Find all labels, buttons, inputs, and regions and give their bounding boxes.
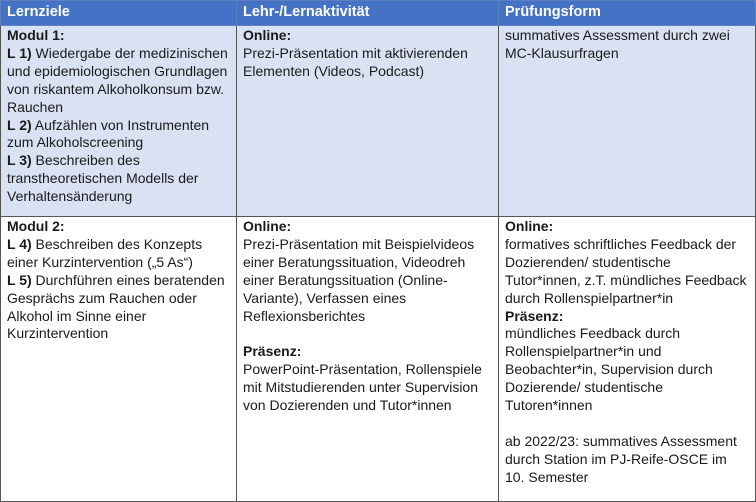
objective-code: L 2): [7, 116, 32, 133]
table-row-modul-1: [1, 26, 756, 217]
modul-title: Modul 2:: [7, 218, 65, 234]
objective-l4: [7, 236, 231, 272]
objective-code: L 4): [7, 235, 32, 252]
header-row: [1, 1, 756, 26]
assessment-note: ab 2022/23: summatives Assessment durch Station im PJ-Reife-OSCE im 10. Semester: [505, 432, 737, 485]
objective-text: Beschreiben des Konzepts einer Kurzintervention („5 As“): [7, 235, 203, 270]
cell-aktivitaet-modul-1: [237, 26, 499, 217]
objective-text: Beschreiben des transtheoretischen Modells der Verhaltensänderung: [7, 152, 199, 205]
online-activity-text: Prezi-Präsentation mit aktivierenden Elementen (Videos, Podcast): [243, 44, 468, 79]
online-heading: Online:: [243, 218, 292, 234]
assessment-text: summatives Assessment durch zwei MC-Klausurfragen: [505, 27, 730, 61]
online-assessment-text: formatives schriftliches Feedback der Dozierenden/ studentische Tutor*innen, z.T. mündliches Feedback durch Rollenspielpartner*in: [505, 235, 747, 306]
praesenz-heading: Präsenz:: [505, 307, 564, 324]
objective-code: L 5): [7, 271, 32, 288]
cell-aktivitaet-modul-2: [237, 217, 499, 502]
online-heading: Online:: [243, 27, 292, 43]
table-row-modul-2: [1, 217, 756, 502]
spacer: [505, 415, 750, 433]
header-pruefungsform: Prüfungsform: [499, 1, 756, 26]
praesenz-activity-text: PowerPoint-Präsentation, Rollenspiele mit Mitstudierenden unter Supervision von Dozierenden und Tutor*innen: [243, 361, 482, 414]
objective-code: L 3): [7, 152, 32, 169]
objective-text: Wiedergabe der medizinischen und epidemiologischen Grundlagen von riskantem Alkoholkonsum bzw. Rauchen: [7, 44, 228, 115]
cell-pruefung-modul-1: [499, 26, 756, 217]
cell-lernziele-modul-1: [1, 26, 237, 217]
objective-text: Durchführen eines beratenden Gesprächs zum Rauchen oder Alkohol im Sinne einer Kurzintervention: [7, 271, 225, 342]
online-activity-text: Prezi-Präsentation mit Beispielvideos einer Beratungssituation, Videodreh einer Beratungssituation (Online-Variante), Verfassen eines Reflexionsberichtes: [243, 235, 475, 324]
spacer: [243, 325, 493, 343]
cell-pruefung-modul-2: [499, 217, 756, 502]
praesenz-assessment-text: mündliches Feedback durch Rollenspielpartner*in und Beobachter*in, Supervision durch Dozierende/ studentische Tutoren*innen: [505, 325, 713, 414]
objective-l3: [7, 152, 231, 206]
objective-l1: [7, 45, 231, 117]
online-heading: Online:: [505, 218, 554, 234]
header-lehr-lernaktivitaet: Lehr-/Lernaktivität: [237, 1, 499, 26]
header-lernziele: Lernziele: [1, 1, 237, 26]
modul-title: Modul 1:: [7, 27, 65, 43]
objective-l2: [7, 117, 231, 153]
objective-code: L 1): [7, 44, 32, 61]
praesenz-heading: Präsenz:: [243, 343, 302, 360]
objective-text: Aufzählen von Instrumenten zum Alkoholscreening: [7, 116, 210, 151]
cell-lernziele-modul-2: [1, 217, 237, 502]
objective-l5: [7, 272, 231, 344]
